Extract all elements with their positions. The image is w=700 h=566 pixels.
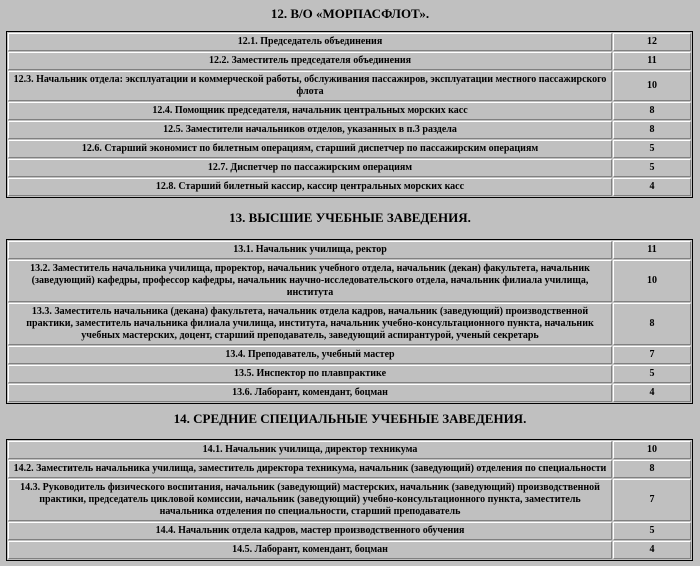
table-row (8, 159, 691, 177)
table-row (8, 541, 691, 559)
grade-cell: 5 (613, 140, 691, 158)
position-cell: 14.5. Лаборант, комендант, боцман (8, 541, 612, 559)
grade-cell: 11 (613, 241, 691, 259)
table-row (8, 52, 691, 70)
table-row (8, 384, 691, 402)
table-row (8, 303, 691, 345)
table-row (8, 71, 691, 101)
position-cell: 13.6. Лаборант, комендант, боцман (8, 384, 612, 402)
table-row (8, 365, 691, 383)
table-row (8, 121, 691, 139)
grade-cell: 4 (613, 384, 691, 402)
grade-cell: 8 (613, 460, 691, 478)
grade-cell: 7 (613, 479, 691, 521)
position-cell: 12.3. Начальник отдела: эксплуатации и коммерческой работы, обслуживания пассажиров, эксплуатации местного пассажирского флота (8, 71, 612, 101)
table-row (8, 241, 691, 259)
grade-cell: 8 (613, 121, 691, 139)
section-table-12 (6, 31, 693, 198)
position-cell: 14.4. Начальник отдела кадров, мастер производственного обучения (8, 522, 612, 540)
table-row (8, 140, 691, 158)
grade-cell: 5 (613, 365, 691, 383)
grade-cell: 4 (613, 178, 691, 196)
table-row (8, 522, 691, 540)
grade-cell: 4 (613, 541, 691, 559)
position-cell: 13.5. Инспектор по плавпрактике (8, 365, 612, 383)
position-cell: 13.1. Начальник училища, ректор (8, 241, 612, 259)
table-row (8, 178, 691, 196)
grade-cell: 12 (613, 33, 691, 51)
table-row (8, 460, 691, 478)
position-cell: 14.2. Заместитель начальника училища, заместитель директора техникума, начальник (заведующий) отделения по специальности (8, 460, 612, 478)
grade-cell: 5 (613, 159, 691, 177)
section-title-14: 14. СРЕДНИЕ СПЕЦИАЛЬНЫЕ УЧЕБНЫЕ ЗАВЕДЕНИЯ. (173, 411, 527, 426)
grade-cell: 10 (613, 441, 691, 459)
grade-cell: 10 (613, 71, 691, 101)
grade-cell: 7 (613, 346, 691, 364)
grade-cell: 8 (613, 102, 691, 120)
position-cell: 12.4. Помощник председателя, начальник центральных морских касс (8, 102, 612, 120)
position-cell: 13.2. Заместитель начальника училища, проректор, начальник учебного отдела, начальник (декан) факультета, начальник (заведующий) кафедры, профессор кафедры, начальник научно-исследовательского отдела, начальник филиала училища, института (8, 260, 612, 302)
position-cell: 12.6. Старший экономист по билетным операциям, старший диспетчер по пассажирским операциям (8, 140, 612, 158)
position-cell: 14.1. Начальник училища, директор техникума (8, 441, 612, 459)
section-title-13: 13. ВЫСШИЕ УЧЕБНЫЕ ЗАВЕДЕНИЯ. (229, 210, 471, 225)
table-row (8, 479, 691, 521)
grade-cell: 10 (613, 260, 691, 302)
position-cell: 13.4. Преподаватель, учебный мастер (8, 346, 612, 364)
grade-cell: 8 (613, 303, 691, 345)
grade-cell: 5 (613, 522, 691, 540)
position-cell: 14.3. Руководитель физического воспитания, начальник (заведующий) мастерских, начальник (заведующий) производственной практики, председатель цикловой комиссии, начальник (заведующий) учебно-консультационного пункта, заместитель начальника отделения по специальности, старший преподаватель (8, 479, 612, 521)
section-table-13 (6, 239, 693, 404)
table-row (8, 102, 691, 120)
table-row (8, 346, 691, 364)
position-cell: 13.3. Заместитель начальника (декана) факультета, начальник отдела кадров, начальник (заведующий) производственной практики, заместитель начальника филиала училища, института, начальник учебно-консультационного пункта, начальник учебных мастерских, доцент, старший преподаватель, заведующий аспирантурой, ученый секретарь (8, 303, 612, 345)
position-cell: 12.1. Председатель объединения (8, 33, 612, 51)
section-table-14 (6, 439, 693, 561)
position-cell: 12.5. Заместители начальников отделов, указанных в п.3 раздела (8, 121, 612, 139)
section-title-12: 12. В/О «МОРПАСФЛОТ». (270, 6, 430, 21)
table-row (8, 260, 691, 302)
position-cell: 12.7. Диспетчер по пассажирским операциям (8, 159, 612, 177)
position-cell: 12.8. Старший билетный кассир, кассир центральных морских касс (8, 178, 612, 196)
table-row (8, 441, 691, 459)
position-cell: 12.2. Заместитель председателя объединения (8, 52, 612, 70)
grade-cell: 11 (613, 52, 691, 70)
table-row (8, 33, 691, 51)
